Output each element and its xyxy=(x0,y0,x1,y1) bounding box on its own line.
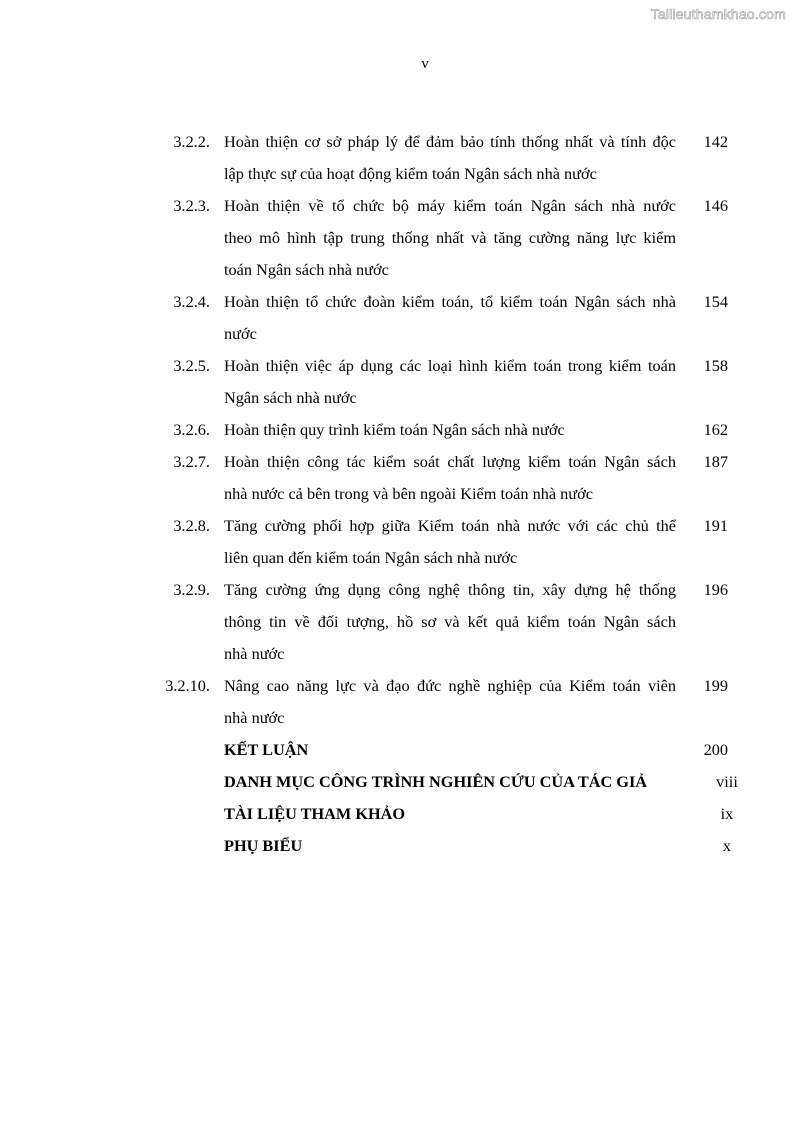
toc-entry-title xyxy=(224,670,676,734)
toc-entry xyxy=(0,670,794,734)
toc-entry-page: 191 xyxy=(703,516,728,535)
toc-entry-page: 146 xyxy=(703,196,728,215)
toc-entry-page: ix xyxy=(720,804,734,823)
toc-entry-title xyxy=(224,414,676,446)
toc-entry-number: 3.2.9. xyxy=(173,580,210,599)
toc-entry-line: nhà nước xyxy=(224,708,285,727)
toc-entry-line: Tăng cường ứng dụng công nghệ thông tin, xây dựng hệ thống xyxy=(224,580,676,599)
toc-entry-number: 3.2.2. xyxy=(173,132,210,151)
toc-entry-line: Hoàn thiện công tác kiểm soát chất lượng kiểm toán Ngân sách xyxy=(224,452,676,471)
table-of-contents xyxy=(0,126,794,862)
toc-entry-title xyxy=(224,510,676,574)
toc-entry-number: 3.2.7. xyxy=(173,452,210,471)
toc-entry-number: 3.2.8. xyxy=(173,516,210,535)
toc-entry xyxy=(0,190,794,286)
toc-entry-line: Hoàn thiện việc áp dụng các loại hình kiểm toán trong kiểm toán xyxy=(224,356,676,375)
toc-entry-line: nhà nước xyxy=(224,644,285,663)
watermark-text: Tailieuthamkhao.com xyxy=(650,6,786,22)
toc-entry-line: thông tin về đối tượng, hồ sơ và kết quả kiểm toán Ngân sách xyxy=(224,612,676,631)
toc-entry-number: 3.2.4. xyxy=(173,292,210,311)
toc-entry-page: 158 xyxy=(703,356,728,375)
toc-entry-line: Hoàn thiện cơ sở pháp lý để đảm bảo tính thống nhất và tính độc xyxy=(224,132,676,151)
toc-entry xyxy=(0,510,794,574)
toc-entry-page: viii xyxy=(716,772,738,791)
toc-entry-page: 162 xyxy=(703,420,728,439)
toc-entry-page: 154 xyxy=(703,292,728,311)
toc-entry-title xyxy=(224,286,676,350)
toc-entry-title: PHỤ BIỂU xyxy=(224,836,303,855)
toc-entry-line: nước xyxy=(224,324,257,343)
toc-entry xyxy=(0,574,794,670)
toc-entry xyxy=(0,446,794,510)
toc-entry-appendix xyxy=(0,830,794,862)
toc-entry-line: Tăng cường phối hợp giữa Kiểm toán nhà nước với các chủ thể xyxy=(224,516,676,535)
toc-entry-page: 196 xyxy=(703,580,728,599)
toc-entry-line: Hoàn thiện tổ chức đoàn kiểm toán, tổ kiểm toán Ngân sách nhà xyxy=(224,292,676,311)
toc-entry-line: lập thực sự của hoạt động kiểm toán Ngân sách nhà nước xyxy=(224,164,597,183)
toc-entry-line: theo mô hình tập trung thống nhất và tăng cường năng lực kiểm xyxy=(224,228,676,247)
toc-entry-title xyxy=(224,190,676,286)
toc-entry-line: toán Ngân sách nhà nước xyxy=(224,260,389,279)
toc-entry-page: x xyxy=(722,836,732,855)
toc-entry-title xyxy=(224,350,676,414)
toc-entry-title xyxy=(224,574,676,670)
toc-entry xyxy=(0,350,794,414)
toc-entry-line: liên quan đến kiểm toán Ngân sách nhà nước xyxy=(224,548,518,567)
toc-entry-line: Ngân sách nhà nước xyxy=(224,388,357,407)
toc-entry-page: 187 xyxy=(703,452,728,471)
toc-entry-page: 199 xyxy=(703,676,728,695)
toc-entry-conclusion xyxy=(0,734,794,766)
toc-entry-number: 3.2.3. xyxy=(173,196,210,215)
page-number: v xyxy=(421,56,429,72)
toc-entry-line: Nâng cao năng lực và đạo đức nghề nghiệp của Kiểm toán viên xyxy=(224,676,676,695)
toc-entry-title: KẾT LUẬN xyxy=(224,740,309,759)
toc-entry xyxy=(0,286,794,350)
toc-entry-number: 3.2.6. xyxy=(173,420,210,439)
toc-entry-title: TÀI LIỆU THAM KHẢO xyxy=(224,804,406,823)
toc-entry-number: 3.2.10. xyxy=(165,676,210,695)
toc-entry-line: Hoàn thiện quy trình kiểm toán Ngân sách nhà nước xyxy=(224,420,565,439)
toc-entry-title: DANH MỤC CÔNG TRÌNH NGHIÊN CỨU CỦA TÁC GIẢ xyxy=(224,772,648,791)
toc-entry-title xyxy=(224,126,676,190)
toc-entry-page: 142 xyxy=(703,132,728,151)
toc-entry-line: nhà nước cả bên trong và bên ngoài Kiểm toán nhà nước xyxy=(224,484,593,503)
toc-entry-publications xyxy=(0,766,794,798)
toc-entry xyxy=(0,414,794,446)
toc-entry-number: 3.2.5. xyxy=(173,356,210,375)
toc-entry-page: 200 xyxy=(703,740,728,759)
toc-entry-title xyxy=(224,446,676,510)
toc-entry xyxy=(0,126,794,190)
toc-entry-line: Hoàn thiện về tổ chức bộ máy kiểm toán Ngân sách nhà nước xyxy=(224,196,676,215)
toc-entry-references xyxy=(0,798,794,830)
